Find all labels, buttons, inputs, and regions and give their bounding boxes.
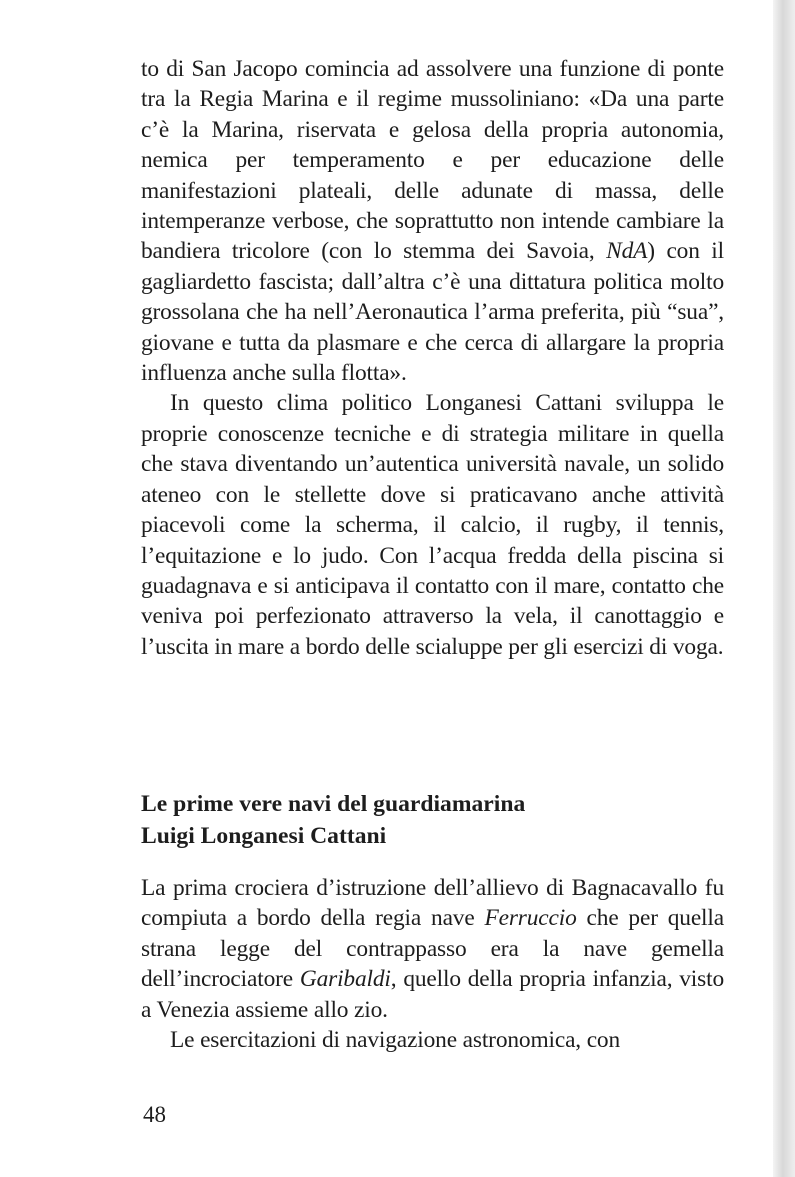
text-run: In questo clima politico Longanesi Cattani sviluppa le proprie conoscenze tecniche e di strategia militare in quella che stava diventando un’autentica università navale, un solido ateneo con le stellette dove si praticavano anche attività piacevoli come la scherma, il calcio, il rugby, il tennis, l’equitazione e lo judo. Con l’acqua fredda della piscina si guadagnava e si anticipava il contatto con il mare, contatto che veniva poi perfezionato attraverso la vela, il canottaggio e l’uscita in mare a bordo delle scialuppe per gli esercizi di voga. bbox=[141, 390, 724, 660]
text-run: ) con il gagliardetto fascista; dall’altra c’è una dittatura politica molto grossolana che ha nell’Aeronautica l’arma preferita, più “sua”, giovane e tutta da plasmare e che cerca di allargare la propria influenza anche sulla flotta». bbox=[141, 238, 724, 387]
section-heading-line: Le prime vere navi del guardiamarina bbox=[141, 791, 526, 817]
paragraph bbox=[141, 873, 724, 1025]
page-edge-shadow bbox=[773, 0, 795, 1177]
italic-run: Garibaldi bbox=[299, 966, 391, 993]
body-text-bottom bbox=[141, 873, 724, 1055]
paragraph bbox=[141, 388, 724, 662]
text-run: to di San Jacopo comincia ad assolvere una funzione di ponte tra la Regia Marina e il regime mussoliniano: «Da una parte c’è la Marina, riservata e gelosa della propria autonomia, nemica per temperamento e per educazione delle manifestazioni plateali, delle adunate di massa, delle intemperanze verbose, che soprattutto non intende cambiare la bandiera tricolore (con lo stemma dei Savoia, bbox=[141, 56, 724, 265]
section-heading-line: Luigi Longanesi Cattani bbox=[141, 823, 387, 849]
text-run: , quello della propria infanzia, visto a Venezia assieme allo zio. bbox=[141, 966, 724, 1023]
text-run: che per quella strana legge del contrappasso era la nave gemella dell’incrociatore bbox=[141, 905, 724, 993]
text-run: Le esercitazioni di navigazione astronomica, con bbox=[170, 1027, 621, 1054]
text-run: La prima crociera d’istruzione dell’allievo di Bagnacavallo fu compiuta a bordo della regia nave bbox=[141, 875, 724, 932]
body-text-top bbox=[141, 54, 724, 662]
paragraph bbox=[141, 54, 724, 388]
paragraph bbox=[141, 1025, 724, 1055]
page-number: 48 bbox=[143, 1102, 166, 1127]
italic-run: Ferruccio bbox=[484, 905, 577, 932]
italic-run: NdA bbox=[606, 238, 648, 265]
section-heading bbox=[141, 788, 724, 852]
